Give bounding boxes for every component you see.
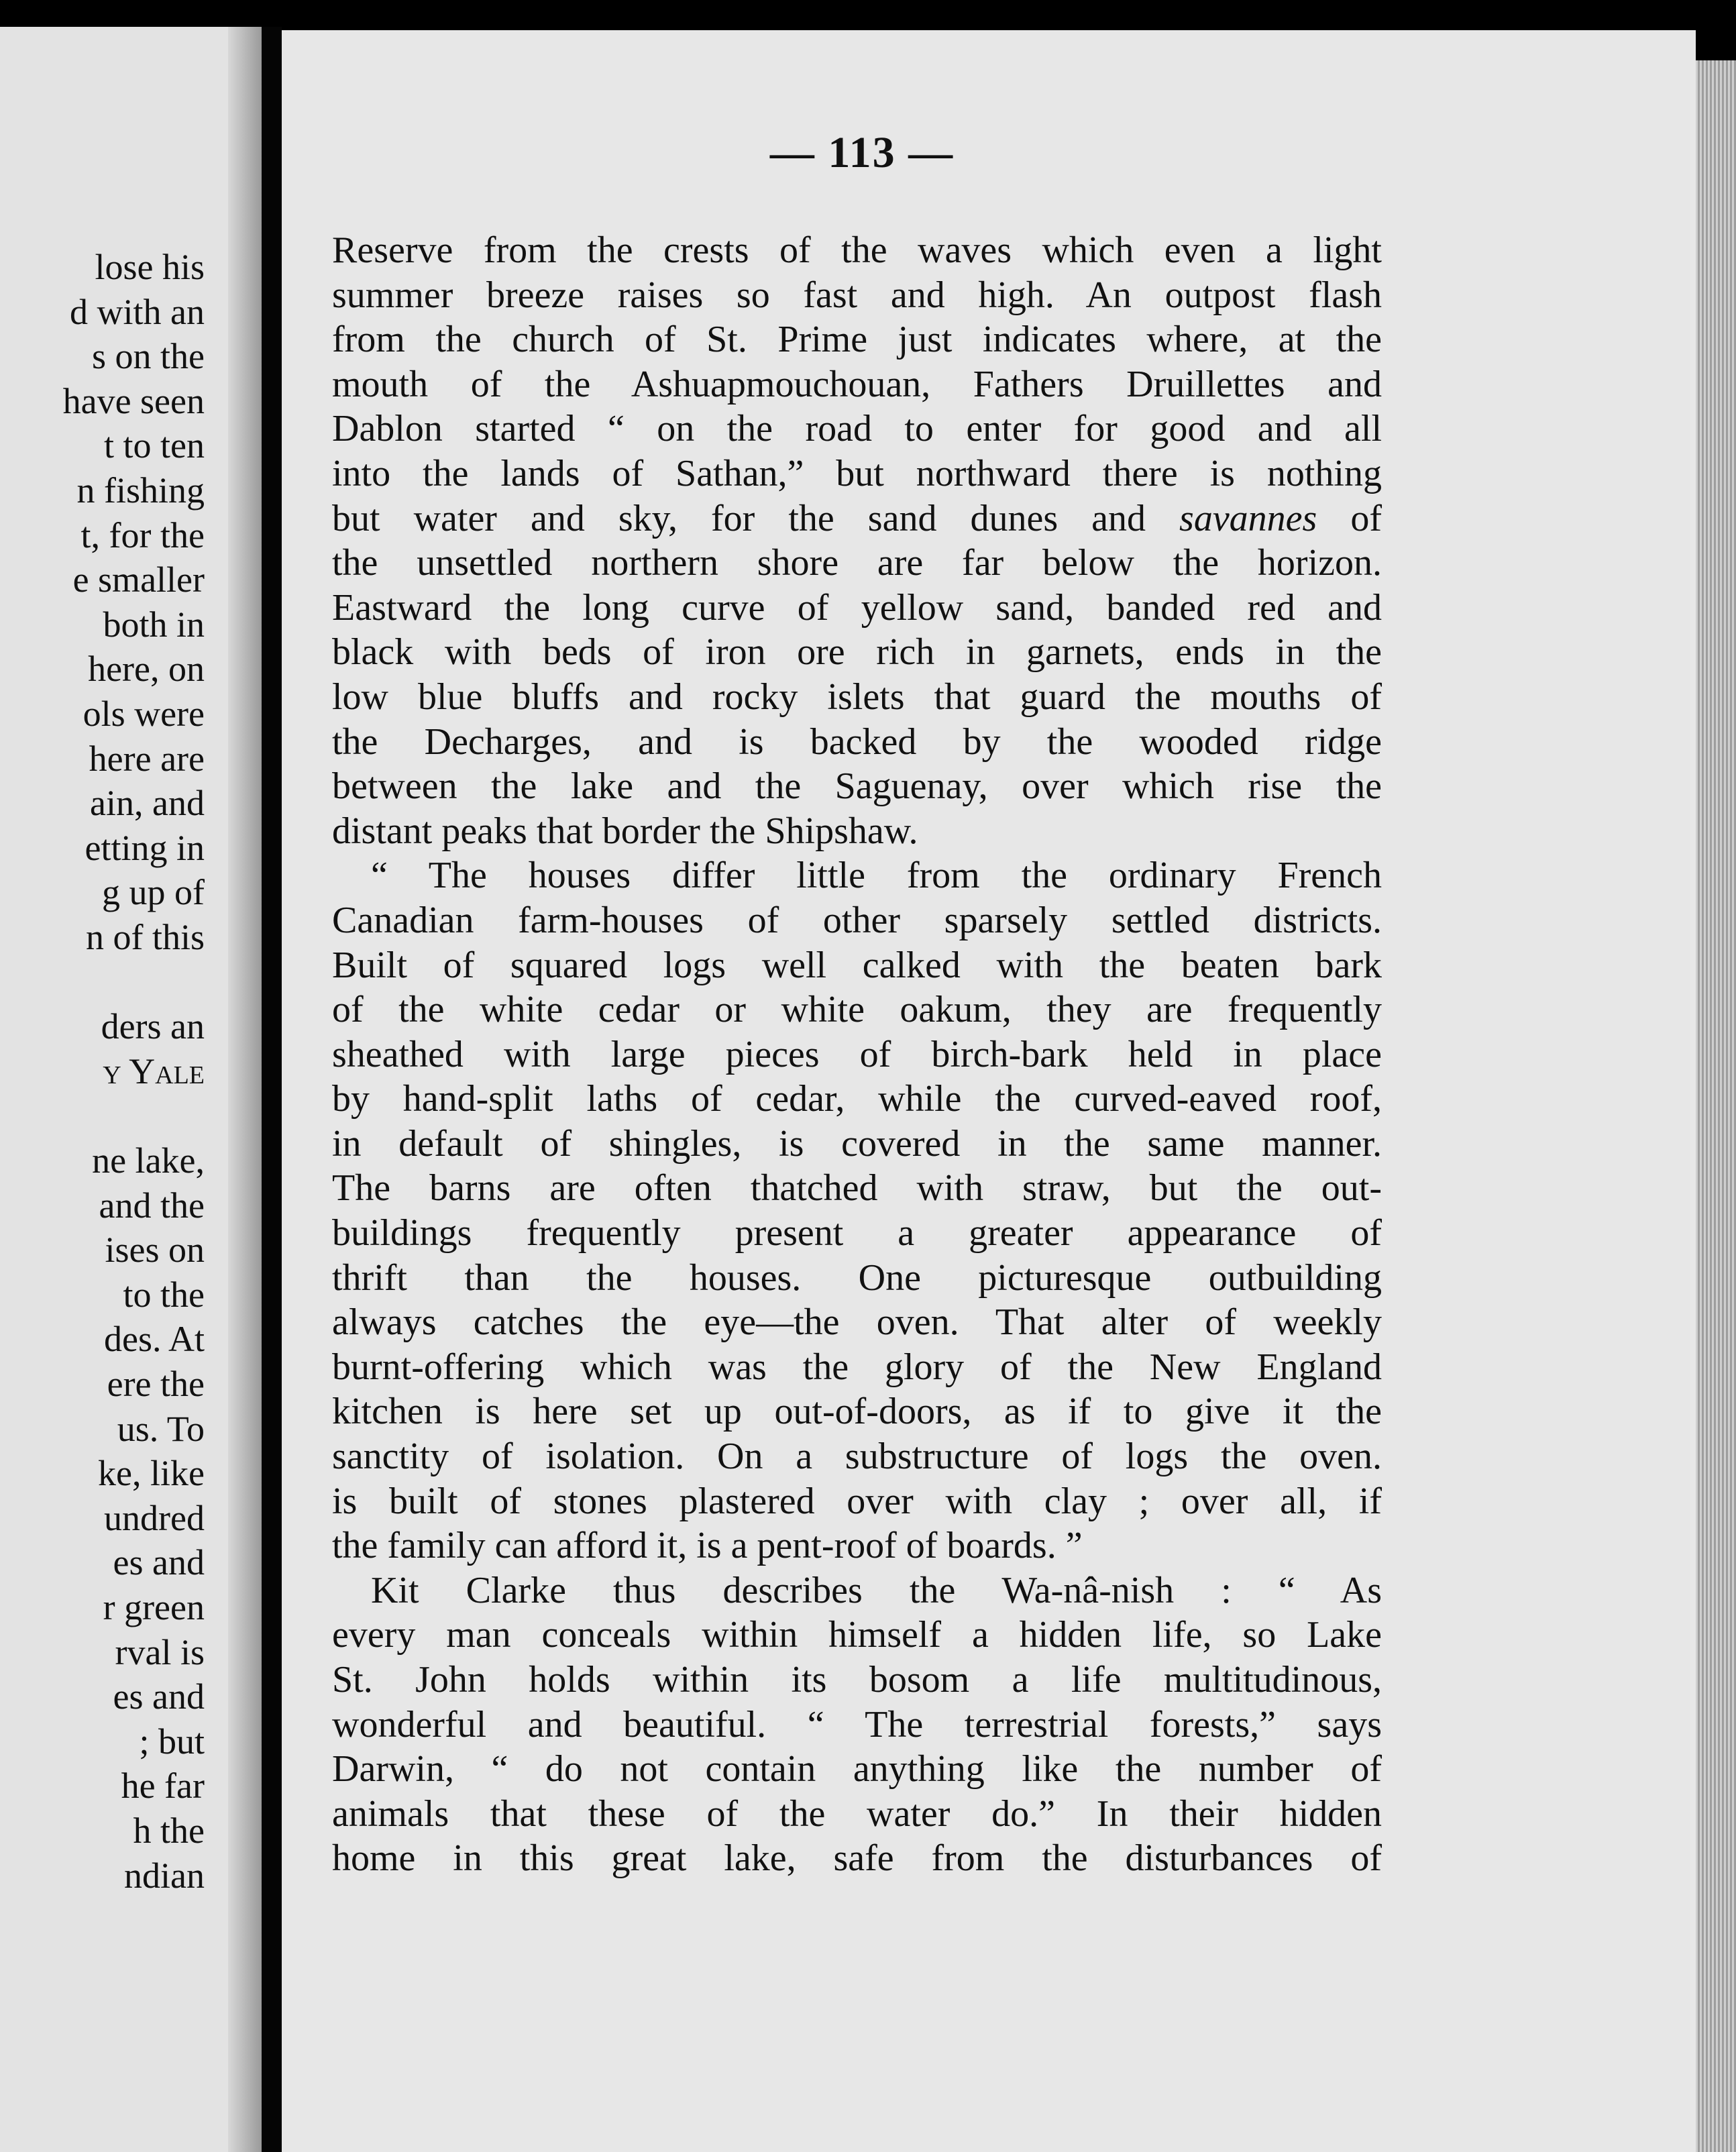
text-line: Darwin, “ do not contain anything like the number of (332, 1748, 1382, 1790)
left-page-fragment: ne lake, (92, 1140, 205, 1181)
text-line: Eastward the long curve of yellow sand, banded red and (332, 586, 1382, 629)
text-line: mouth of the Ashuapmouchouan, Fathers Druillettes and (332, 363, 1382, 405)
left-page-fragment: s on the (92, 336, 205, 377)
left-page-fragment: and the (99, 1185, 205, 1226)
text-line-with-italic (332, 496, 1382, 541)
text-line: the Decharges, and is backed by the wooded ridge (332, 720, 1382, 763)
left-page-fragment: ols were (83, 694, 205, 734)
body-text (332, 228, 1382, 1881)
left-page-fragment: n fishing (76, 470, 205, 510)
left-page-fragment: ain, and (90, 783, 205, 824)
text-line: The barns are often thatched with straw, but the out- (332, 1167, 1382, 1209)
text-line: animals that these of the water do.” In their hidden (332, 1792, 1382, 1835)
text-line: in default of shingles, is covered in the same manner. (332, 1122, 1382, 1165)
left-page-fragment: lose his (95, 247, 205, 287)
text-line: summer breeze raises so fast and high. An outpost flash (332, 274, 1382, 316)
left-page-fragment: ere the (107, 1364, 205, 1404)
left-page-fragment: here are (89, 738, 205, 779)
text-line: of the white cedar or white oakum, they are frequently (332, 989, 1382, 1031)
text-line: Reserve from the crests of the waves which even a light (332, 229, 1382, 271)
left-page-fragment: t to ten (104, 425, 205, 466)
text-line: always catches the eye—the oven. That alter of weekly (332, 1301, 1382, 1344)
text-segment: but water and sky, for the sand dunes and (332, 497, 1146, 539)
left-page-fragment: g up of (102, 872, 205, 913)
left-page-fragment: n of this (85, 917, 205, 957)
text-line: sanctity of isolation. On a substructure of logs the oven. (332, 1436, 1382, 1478)
text-line: black with beds of iron ore rich in garnets, ends in the (332, 631, 1382, 674)
left-page-fragment: es and (113, 1676, 205, 1717)
text-line: Canadian farm-houses of other sparsely settled districts. (332, 899, 1382, 941)
paragraph-houses (332, 853, 1382, 1568)
text-line: the unsettled northern shore are far below the horizon. (332, 542, 1382, 584)
left-page-fragment: us. To (117, 1408, 205, 1449)
text-line: kitchen is here set up out-of-doors, as if to give it the (332, 1391, 1382, 1433)
left-page-fragment: to the (123, 1274, 205, 1315)
left-page-fragment: both in (103, 604, 205, 645)
text-line: into the lands of Sathan,” but northward there is nothing (332, 452, 1382, 494)
page-number: — 113 — (769, 128, 955, 177)
left-page-fragment: ises on (105, 1230, 205, 1271)
paragraph-kit-clarke (332, 1568, 1382, 1881)
page-edges (1696, 60, 1736, 2152)
text-line: St. John holds within its bosom a life multitudinous, (332, 1659, 1382, 1701)
text-line: every man conceals within himself a hidden life, so Lake (332, 1614, 1382, 1656)
left-page-fragment: he far (121, 1766, 205, 1807)
text-line: Kit Clarke thus describes the Wa-nâ-nish : “ As (371, 1569, 1382, 1611)
text-line: burnt-offering which was the glory of the New England (332, 1346, 1382, 1388)
left-page (0, 27, 262, 2152)
text-line: the family can afford it, is a pent-roof of boards. ” (332, 1525, 1083, 1567)
text-segment: of (1317, 497, 1382, 539)
left-page-fragment: ke, like (98, 1453, 205, 1494)
left-page-fragment: undred (104, 1497, 205, 1538)
left-page-fragment: es and (113, 1542, 205, 1583)
left-page-fragment: des. At (103, 1319, 205, 1360)
text-line: sheathed with large pieces of birch-bark held in place (332, 1033, 1382, 1075)
text-line: wonderful and beautiful. “ The terrestrial forests,” says (332, 1703, 1382, 1745)
left-page-fragment: ders an (101, 1006, 205, 1047)
left-page-fragment: here, on (88, 649, 205, 690)
left-page-fragment: have seen (62, 380, 205, 421)
left-page-fragment: ndian (124, 1855, 205, 1896)
text-line: distant peaks that border the Shipshaw. (332, 810, 918, 852)
left-page-fragment: y Yale (103, 1051, 205, 1091)
left-page-gutter (228, 27, 262, 2152)
left-page-fragment: d with an (70, 291, 205, 332)
text-line: Built of squared logs well calked with the beaten bark (332, 944, 1382, 986)
text-line: low blue bluffs and rocky islets that guard the mouths of (332, 676, 1382, 718)
text-line: “ The houses differ little from the ordinary French (371, 855, 1382, 897)
left-page-fragment: h the (133, 1811, 205, 1851)
book-spine (262, 27, 282, 2152)
text-line: buildings frequently present a greater appearance of (332, 1212, 1382, 1254)
left-page-fragment: ; but (139, 1721, 205, 1762)
text-line: between the lake and the Saguenay, over which rise the (332, 765, 1382, 808)
left-page-fragment: t, for the (80, 515, 205, 555)
text-line: by hand-split laths of cedar, while the curved-eaved roof, (332, 1078, 1382, 1120)
text-line: thrift than the houses. One picturesque outbuilding (332, 1256, 1382, 1299)
left-page-fragment: r green (103, 1587, 205, 1627)
text-line: home in this great lake, safe from the disturbances of (332, 1837, 1382, 1880)
italic-word: savannes (1179, 497, 1317, 539)
left-page-fragment: e smaller (72, 559, 205, 600)
paragraph-reserve (332, 228, 1382, 853)
left-page-fragment: etting in (85, 827, 205, 868)
text-line: is built of stones plastered over with clay ; over all, if (332, 1480, 1382, 1522)
text-line: Dablon started “ on the road to enter for good and all (332, 408, 1382, 450)
text-line: from the church of St. Prime just indicates where, at the (332, 319, 1382, 361)
left-page-fragment: rval is (115, 1631, 205, 1672)
